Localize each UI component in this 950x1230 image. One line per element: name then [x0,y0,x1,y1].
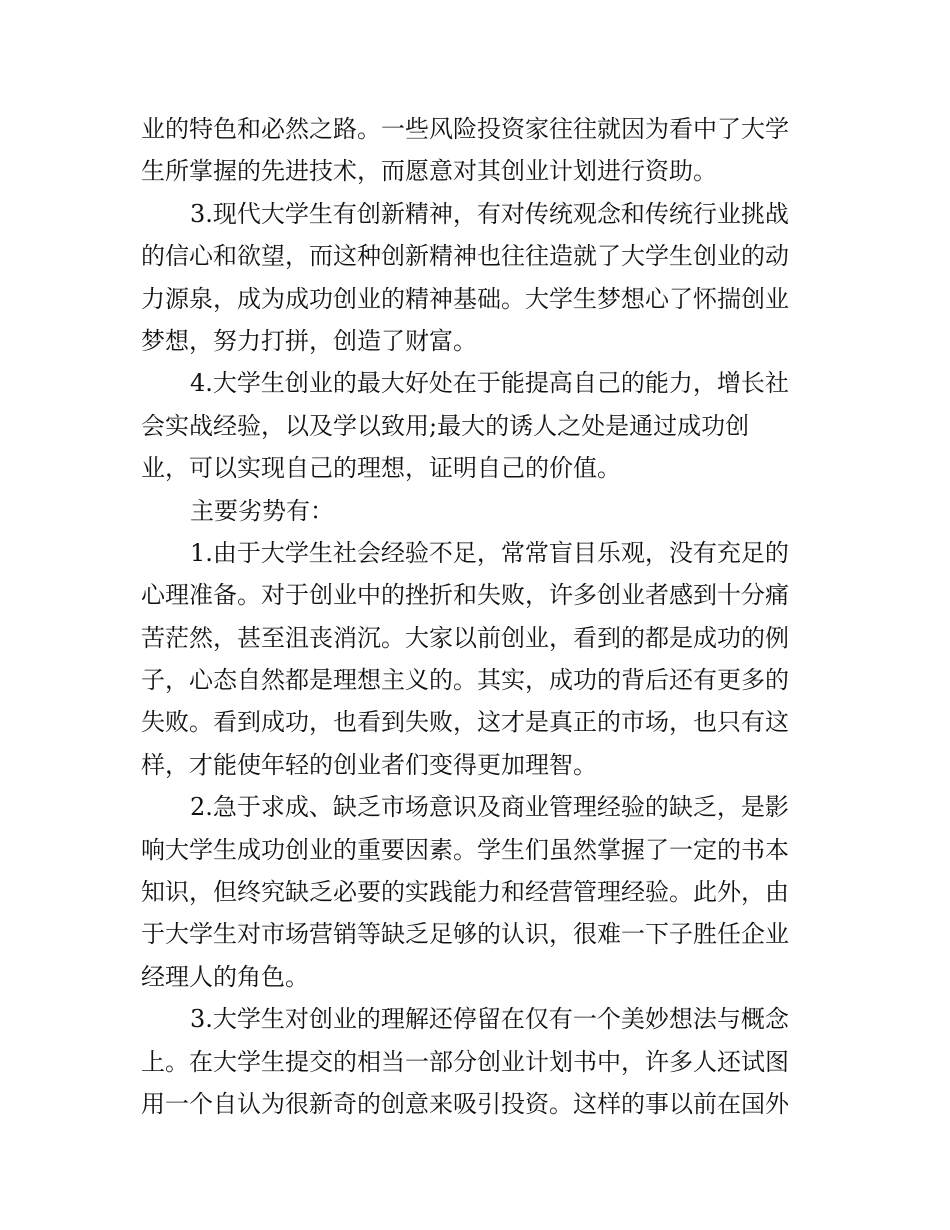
paragraph-continuation [141,108,813,193]
text-line: 3.现代大学生有创新精神，有对传统观念和传统行业挑战 [190,199,789,228]
text-line: 梦想，努力打拼，创造了财富。 [141,326,477,355]
text-line: 苦茫然，甚至沮丧消沉。大家以前创业，看到的都是成功的例 [141,623,789,652]
text-line: 1.由于大学生社会经验不足，常常盲目乐观，没有充足的 [190,538,789,567]
text-line: 业，可以实现自己的理想，证明自己的价值。 [141,454,621,483]
paragraph-advantage-4 [141,362,813,489]
text-line: 2.急于求成、缺乏市场意识及商业管理经验的缺乏，是影 [190,793,789,822]
text-line: 知识，但终究缺乏必要的实践能力和经营管理经验。此外，由 [141,878,789,907]
text-line: 的信心和欲望，而这种创新精神也往往造就了大学生创业的动 [141,242,789,271]
text-line: 响大学生成功创业的重要因素。学生们虽然掌握了一定的书本 [141,835,789,864]
text-line: 于大学生对市场营销等缺乏足够的认识，很难一下子胜任企业 [141,920,789,949]
text-line: 力源泉，成为成功创业的精神基础。大学生梦想心了怀揣创业 [141,284,789,313]
document-page [141,108,813,1125]
section-heading-disadvantages [141,490,813,532]
paragraph-disadvantage-2 [141,786,813,998]
text-line: 经理人的角色。 [141,962,309,991]
text-line: 子，心态自然都是理想主义的。其实，成功的背后还有更多的 [141,666,789,695]
text-line: 业的特色和必然之路。一些风险投资家往往就因为看中了大学 [141,115,789,143]
text-line: 4.大学生创业的最大好处在于能提高自己的能力，增长社 [190,369,789,398]
text-line: 样，才能使年轻的创业者们变得更加理智。 [141,750,597,779]
text-line: 生所掌握的先进技术，而愿意对其创业计划进行资助。 [141,157,717,186]
text-line: 用一个自认为很新奇的创意来吸引投资。这样的事以前在国外 [141,1089,789,1118]
text-line: 上。在大学生提交的相当一部分创业计划书中，许多人还试图 [141,1047,789,1076]
text-line: 会实战经验，以及学以致用;最大的诱人之处是通过成功创 [141,411,750,440]
text-line: 主要劣势有： [190,496,334,525]
text-line: 3.大学生对创业的理解还停留在仅有一个美妙想法与概念 [190,1005,789,1034]
paragraph-disadvantage-3 [141,998,813,1125]
text-line: 心理准备。对于创业中的挫折和失败，许多创业者感到十分痛 [141,581,789,610]
paragraph-advantage-3 [141,193,813,363]
paragraph-disadvantage-1 [141,532,813,786]
text-line: 失败。看到成功，也看到失败，这才是真正的市场，也只有这 [141,708,789,737]
